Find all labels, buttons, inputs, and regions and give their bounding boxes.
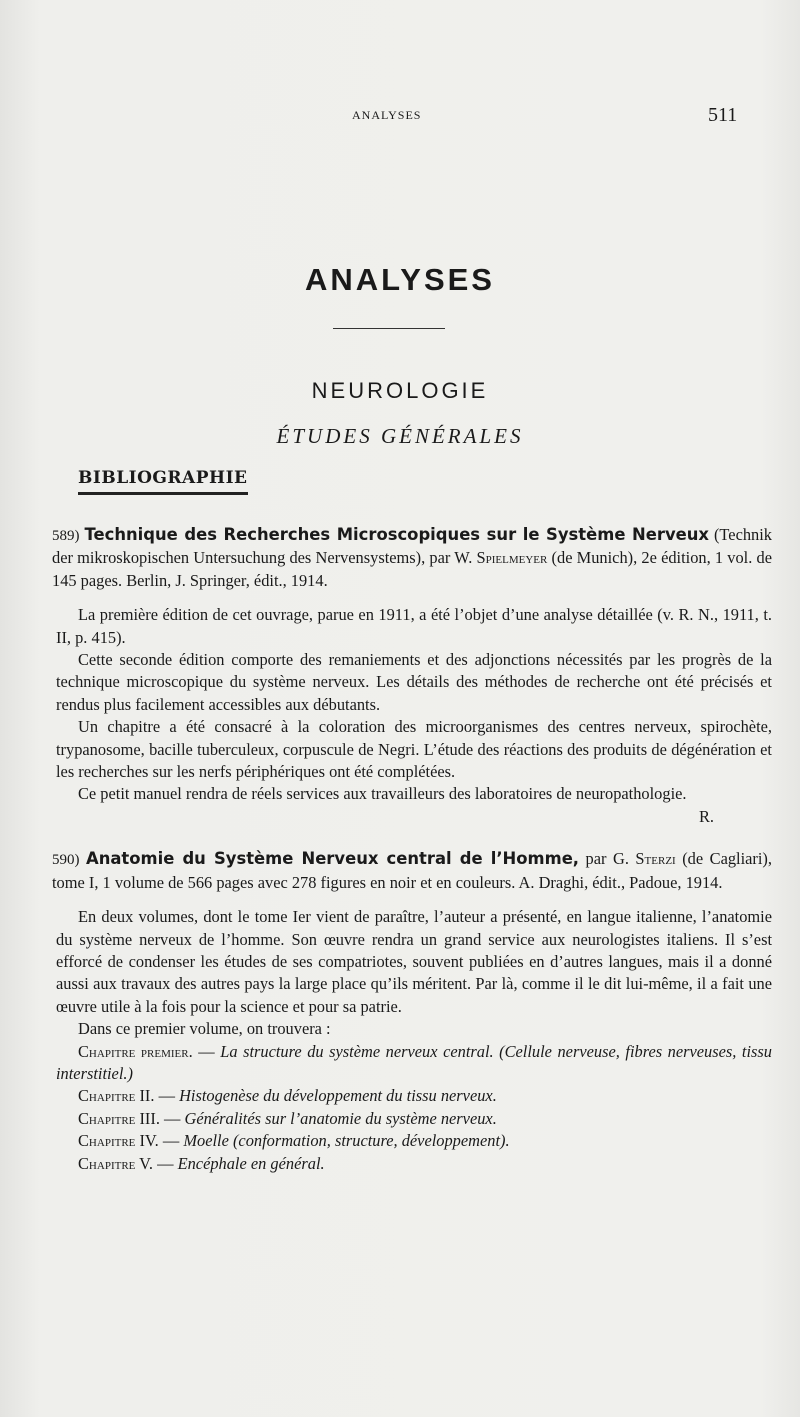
chapter-label: Chapitre II.: [78, 1086, 155, 1106]
chapter-text: Moelle (conformation, structure, développement).: [183, 1131, 510, 1151]
entry-589: [52, 524, 772, 828]
paragraph: La première édition de cet ouvrage, parue en 1911, a été l’objet d’une analyse détaillée (v. R. N., 1911, t. II, p. 415).: [56, 605, 772, 647]
analyses-content: [52, 524, 772, 1175]
chapter-label: Chapitre III.: [78, 1108, 160, 1128]
running-title: ANALYSES: [352, 108, 422, 122]
chapter-dash: —: [158, 1131, 184, 1151]
chapter-line: [56, 1153, 772, 1175]
chapter-dash: —: [154, 1086, 180, 1106]
chapter-line: [56, 1085, 772, 1107]
chapter-text: Généralités sur l’anatomie du système nerveux.: [184, 1108, 497, 1128]
bibliography-heading: BIBLIOGRAPHIE: [78, 468, 248, 495]
running-head: [0, 104, 800, 130]
entry-body: [52, 906, 772, 1175]
chapter-line: [56, 1041, 772, 1086]
entry-author: Sterzi: [635, 849, 676, 869]
entry-title: Technique des Recherches Microscopiques sur le Système Nerveux: [84, 525, 709, 544]
chapter-dash: —: [153, 1153, 178, 1173]
chapter-label: Chapitre premier.: [78, 1041, 193, 1061]
chapter-text: Histogenèse du développement du tissu nerveux.: [179, 1086, 497, 1106]
entry-reference-cont: (de Munich), 2e édition, 1 vol. de 145 pages. Berlin, J. Springer, édit., 1914.: [52, 548, 772, 590]
paragraph-text: Ce petit manuel rendra de réels services aux travailleurs des laboratoires de neuropathologie.: [78, 784, 687, 804]
signature-line: [56, 806, 772, 828]
chapter-dash: —: [192, 1041, 221, 1061]
chapter-label: Chapitre V.: [78, 1153, 153, 1173]
signature: R.: [698, 806, 714, 826]
paragraph: [56, 783, 772, 805]
chapter-text: La structure du système nerveux central. (Cellule nerveuse, fibres nerveuses, tissu interstitiel.): [56, 1041, 772, 1083]
paragraph: Dans ce premier volume, on trouvera :: [78, 1019, 331, 1039]
chapter-dash: —: [159, 1108, 185, 1128]
entry-number: 590): [52, 852, 80, 869]
entry-reference: (Technik der mikroskopischen Untersuchung des Nervensystems), par W.: [52, 525, 772, 568]
title-divider: [333, 328, 445, 329]
entry-reference: par G.: [579, 849, 636, 869]
paragraph: En deux volumes, dont le tome Ier vient de paraître, l’auteur a présenté, en langue italienne, l’anatomie du système nerveux de l’homme. Son œuvre rendra un grand service aux neurologistes italiens. Il s’est efforcé de condenser les études de ses compatriotes, souvent publiées en d’autres langues, mais il a donné aussi aux travaux des autres pays la large place qu’ils méritent. Par là, comme il le dit lui-même, il a fait une œuvre utile à la fois pour la science et pour sa patrie.: [56, 907, 772, 1016]
subsection-title: ÉTUDES GÉNÉRALES: [276, 424, 524, 448]
entry-number: 589): [52, 528, 80, 544]
main-title: ANALYSES: [305, 262, 495, 297]
chapter-line: [56, 1130, 772, 1152]
entry-title: Anatomie du Système Nerveux central de l’Homme,: [86, 849, 580, 869]
chapter-label: Chapitre IV.: [78, 1131, 159, 1151]
entry-body: [52, 604, 772, 828]
entry-590: [52, 848, 772, 1175]
entry-author: Spielmeyer: [476, 548, 548, 568]
chapter-text: Encéphale en général.: [177, 1153, 325, 1173]
entry-spacer: [52, 828, 772, 848]
chapter-line: [56, 1108, 772, 1130]
paragraph: Cette seconde édition comporte des remaniements et des adjonctions nécessités par les progrès de la technique microscopique du système nerveux. Les détails des méthodes de recherche ont été précisés et rendus plus facilement accessibles aux débutants.: [56, 650, 772, 714]
entry-header: [52, 524, 772, 592]
entry-reference-cont: (de Cagliari), tome I, 1 volume de 566 pages avec 278 figures en noir et en couleurs. A. Draghi, édit., Padoue, 1914.: [52, 849, 772, 892]
section-title: NEUROLOGIE: [311, 378, 489, 403]
page-number: 511: [708, 104, 738, 126]
entry-header: [52, 848, 772, 894]
paragraph: Un chapitre a été consacré à la coloration des microorganismes des centres nerveux, spirochète, trypanosome, bacille tuberculeux, corpuscule de Negri. L’étude des réactions des produits de dégénération et les recherches sur les nerfs périphériques ont été complétées.: [56, 717, 772, 782]
